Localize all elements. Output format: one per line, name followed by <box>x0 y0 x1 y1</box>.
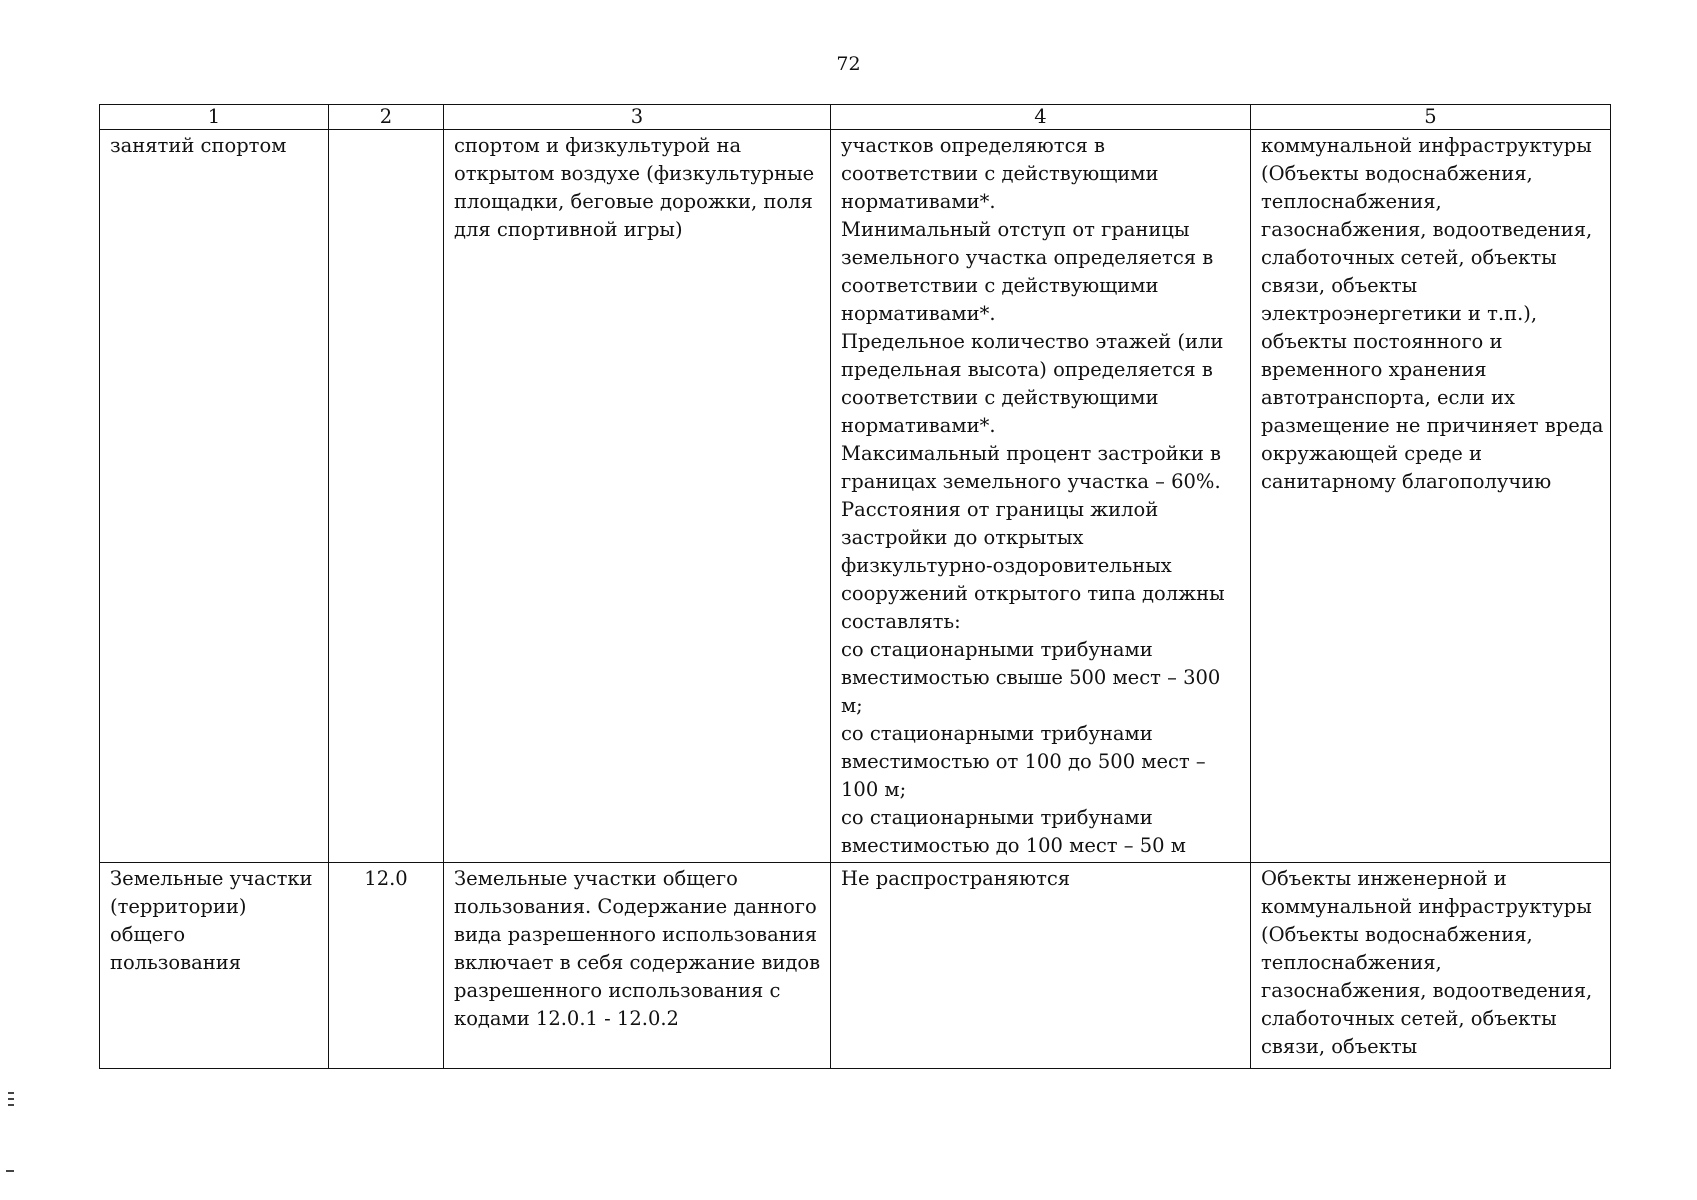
cell-line: (Объекты водоснабжения, <box>1261 162 1533 185</box>
use-code-cell: 12.0 <box>329 863 444 1069</box>
cell-line: со стационарными трибунами <box>841 722 1153 745</box>
auxiliary-uses-cell <box>1251 863 1611 1069</box>
cell-line: общего <box>110 923 186 946</box>
cell-line: Предельное количество этажей (или <box>841 330 1224 353</box>
scan-margin-mark <box>8 1098 14 1100</box>
cell-line: нормативами*. <box>841 302 996 325</box>
cell-line: Минимальный отступ от границы <box>841 218 1190 241</box>
cell-line: со стационарными трибунами <box>841 638 1153 661</box>
cell-line: окружающей среде и <box>1261 442 1482 465</box>
cell-line: составлять: <box>841 610 961 633</box>
scan-margin-mark <box>8 1092 14 1094</box>
page-number: 72 <box>836 53 861 75</box>
cell-line: Земельные участки <box>110 867 313 890</box>
cell-line: нормативами*. <box>841 190 996 213</box>
cell-line: пользования <box>110 951 242 974</box>
cell-line: вместимостью свыше 500 мест – 300 <box>841 666 1221 689</box>
column-header-1: 1 <box>100 105 329 130</box>
cell-line: участков определяются в <box>841 134 1105 157</box>
cell-line: предельная высота) определяется в <box>841 358 1213 381</box>
cell-line: временного хранения <box>1261 358 1487 381</box>
cell-line: слаботочных сетей, объекты <box>1261 1007 1557 1030</box>
column-header-3: 3 <box>444 105 831 130</box>
cell-line: м; <box>841 694 863 717</box>
cell-line: газоснабжения, водоотведения, <box>1261 979 1593 1002</box>
cell-line: объекты постоянного и <box>1261 330 1503 353</box>
use-code-cell <box>329 130 444 863</box>
cell-line: сооружений открытого типа должны <box>841 582 1225 605</box>
cell-line: Не распространяются <box>841 867 1071 890</box>
cell-line: открытом воздухе (физкультурные <box>454 162 815 185</box>
cell-line: площадки, беговые дорожки, поля <box>454 190 813 213</box>
cell-line: для спортивной игры) <box>454 218 683 241</box>
cell-line: вместимостью до 100 мест – 50 м <box>841 834 1186 857</box>
table-row <box>100 863 1611 1069</box>
cell-line: соответствии с действующими <box>841 386 1159 409</box>
cell-line: связи, объекты <box>1261 1035 1418 1058</box>
cell-line: Земельные участки общего <box>454 867 738 890</box>
cell-line: вида разрешенного использования <box>454 923 818 946</box>
regulations-table <box>99 104 1611 1069</box>
cell-line: границах земельного участка – 60%. <box>841 470 1221 493</box>
cell-line: (Объекты водоснабжения, <box>1261 923 1533 946</box>
cell-line: застройки до открытых <box>841 526 1084 549</box>
cell-line: Расстояния от границы жилой <box>841 498 1159 521</box>
cell-line: кодами 12.0.1 - 12.0.2 <box>454 1007 679 1030</box>
column-header-4: 4 <box>831 105 1251 130</box>
cell-line: соответствии с действующими <box>841 274 1159 297</box>
use-description-cell <box>444 130 831 863</box>
cell-line: (территории) <box>110 895 247 918</box>
cell-line: нормативами*. <box>841 414 996 437</box>
cell-line: газоснабжения, водоотведения, <box>1261 218 1593 241</box>
cell-line: слаботочных сетей, объекты <box>1261 246 1557 269</box>
cell-line: физкультурно-оздоровительных <box>841 554 1172 577</box>
cell-line: электроэнергетики и т.п.), <box>1261 302 1538 325</box>
cell-line: автотранспорта, если их <box>1261 386 1516 409</box>
scan-margin-mark <box>8 1104 14 1106</box>
cell-line: вместимостью от 100 до 500 мест – <box>841 750 1206 773</box>
cell-line: связи, объекты <box>1261 274 1418 297</box>
use-name-cell <box>100 863 329 1069</box>
column-header-2: 2 <box>329 105 444 130</box>
header-row <box>100 105 1611 130</box>
cell-line: коммунальной инфраструктуры <box>1261 895 1592 918</box>
use-description-cell <box>444 863 831 1069</box>
cell-line: Объекты инженерной и <box>1261 867 1507 890</box>
cell-line: 100 м; <box>841 778 907 801</box>
cell-line: санитарному благополучию <box>1261 470 1552 493</box>
parameters-cell <box>831 863 1251 1069</box>
cell-line: пользования. Содержание данного <box>454 895 817 918</box>
cell-line: коммунальной инфраструктуры <box>1261 134 1592 157</box>
cell-line: спортом и физкультурой на <box>454 134 742 157</box>
use-name-cell <box>100 130 329 863</box>
cell-line: со стационарными трибунами <box>841 806 1153 829</box>
cell-line: размещение не причиняет вреда <box>1261 414 1604 437</box>
cell-line: теплоснабжения, <box>1261 951 1442 974</box>
cell-line: разрешенного использования с <box>454 979 781 1002</box>
cell-line: включает в себя содержание видов <box>454 951 821 974</box>
auxiliary-uses-cell <box>1251 130 1611 863</box>
column-header-5: 5 <box>1251 105 1611 130</box>
table-row <box>100 130 1611 863</box>
cell-line: теплоснабжения, <box>1261 190 1442 213</box>
cell-line: занятий спортом <box>110 134 287 157</box>
scan-margin-mark <box>6 1170 14 1172</box>
cell-line: земельного участка определяется в <box>841 246 1214 269</box>
cell-line: Максимальный процент застройки в <box>841 442 1222 465</box>
cell-line: соответствии с действующими <box>841 162 1159 185</box>
parameters-cell <box>831 130 1251 863</box>
